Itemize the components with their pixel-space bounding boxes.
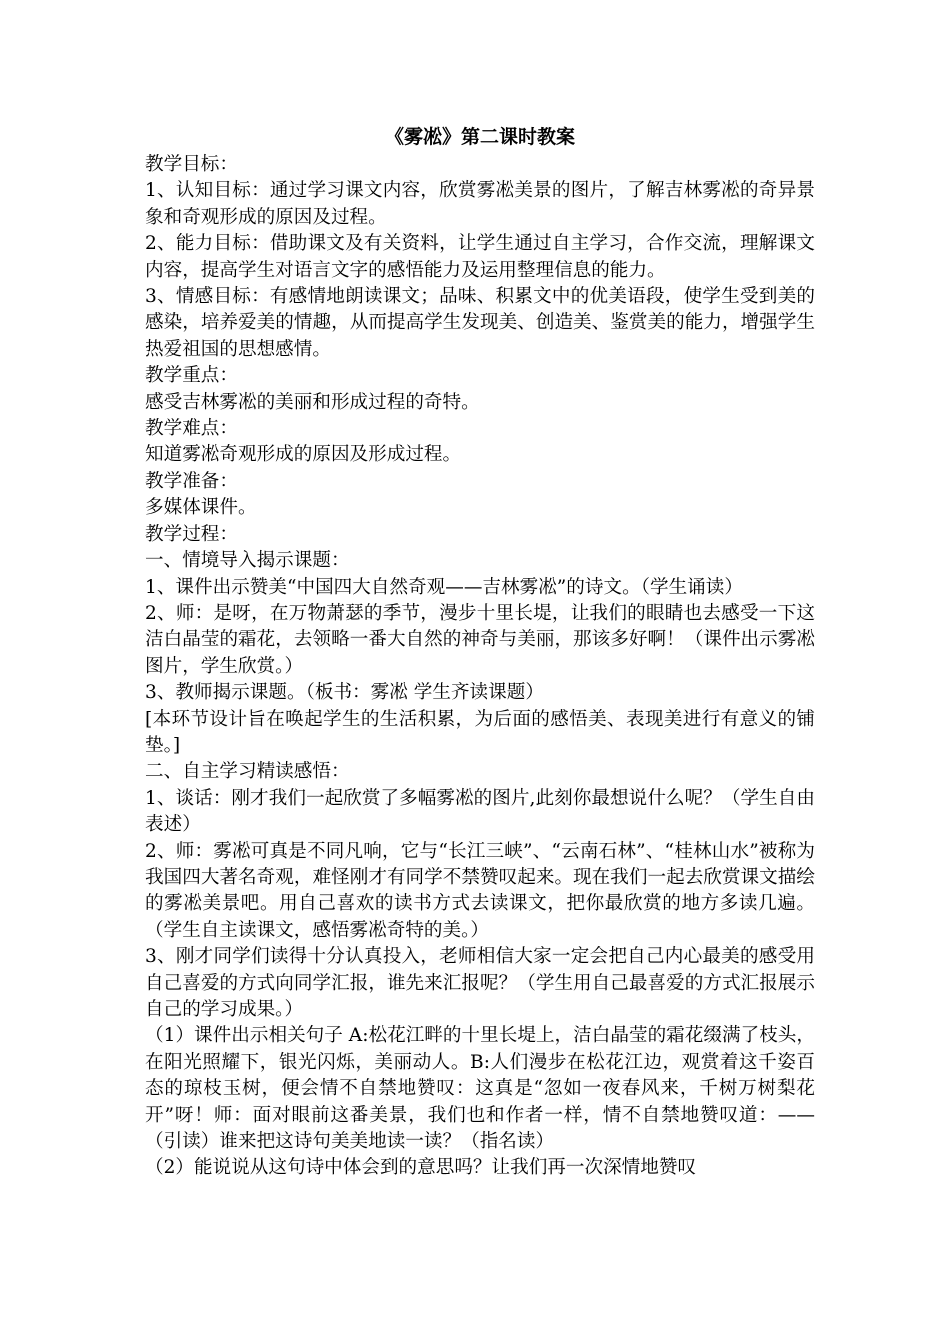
paragraph: 1、认知目标：通过学习课文内容，欣赏雾凇美景的图片，了解吉林雾凇的奇异景象和奇观形成的原因及过程。 [145, 180, 815, 228]
paragraph: 3、教师揭示课题。（板书：雾凇 学生齐读课题） [145, 682, 544, 704]
paragraph: （1）课件出示相关句子 A:松花江畔的十里长堤上，洁白晶莹的霜花缀满了枝头，在阳光照耀下，银光闪烁，美丽动人。B:人们漫步在松花江边，观赏着这千姿百态的琼枝玉树，便会情不自禁地赞叹：这真是“忽如一夜春风来，千树万树梨花开”呀！师：面对眼前这番美景，我们也和作者一样，情不自禁地赞叹道：——（引读）谁来把这诗句美美地读一读？（指名读） [145, 1025, 815, 1153]
paragraph: 2、师：是呀，在万物萧瑟的季节，漫步十里长堤，让我们的眼睛也去感受一下这洁白晶莹的霜花，去领略一番大自然的神奇与美丽，那该多好啊！（课件出示雾凇图片，学生欣赏。） [145, 602, 815, 677]
section-heading: 二、自主学习精读感悟： [145, 761, 350, 783]
section-heading: 教学过程： [145, 523, 238, 545]
paragraph: [本环节设计旨在唤起学生的生活积累，为后面的感悟美、表现美进行有意义的铺垫。] [145, 708, 815, 756]
paragraph: 3、情感目标：有感情地朗读课文；品味、积累文中的优美语段，使学生受到美的感染，培养爱美的情趣，从而提高学生发现美、创造美、鉴赏美的能力，增强学生热爱祖国的思想感情。 [145, 286, 815, 360]
section-heading: 一、情境导入揭示课题： [145, 550, 350, 572]
paragraph: 教学目标： [145, 154, 238, 175]
paragraph: 1、谈话：刚才我们一起欣赏了多幅雾凇的图片,此刻你最想说什么呢？（学生自由表述） [145, 787, 815, 836]
paragraph: （2）能说说从这句诗中体会到的意思吗？让我们再一次深情地赞叹 [145, 1157, 697, 1179]
document-title: 《雾凇》第二课时教案 [384, 126, 575, 148]
section-heading: 教学难点： [145, 418, 238, 440]
paragraph: 感受吉林雾凇的美丽和形成过程的奇特。 [145, 391, 480, 413]
document-body [145, 152, 815, 1182]
paragraph: 1、课件出示赞美“中国四大自然奇观——吉林雾凇”的诗文。（学生诵读） [145, 576, 743, 598]
section-heading: 教学重点： [145, 365, 238, 387]
paragraph: 多媒体课件。 [145, 497, 257, 519]
paragraph: 2、能力目标：借助课文及有关资料，让学生通过自主学习，合作交流，理解课文内容，提高学生对语言文字的感悟能力及运用整理信息的能力。 [145, 233, 815, 281]
document-page [145, 120, 815, 1182]
paragraph: 知道雾凇奇观形成的原因及形成过程。 [145, 444, 462, 466]
paragraph: 2、师：雾凇可真是不同凡响，它与“长江三峡”、“云南石林”、“桂林山水”被称为我国四大著名奇观，难怪刚才有同学不禁赞叹起来。现在我们一起去欣赏课文描绘的雾凇美景吧。用自己喜欢的读书方式去读课文，把你最欣赏的地方多读几遍。（学生自主读课文，感悟雾凇奇特的美。） [145, 840, 815, 941]
paragraph: 3、刚才同学们读得十分认真投入，老师相信大家一定会把自己内心最美的感受用自己喜爱的方式向同学汇报，谁先来汇报呢？（学生用自己最喜爱的方式汇报展示自己的学习成果。） [145, 946, 815, 1020]
section-heading: 教学准备： [145, 470, 238, 492]
